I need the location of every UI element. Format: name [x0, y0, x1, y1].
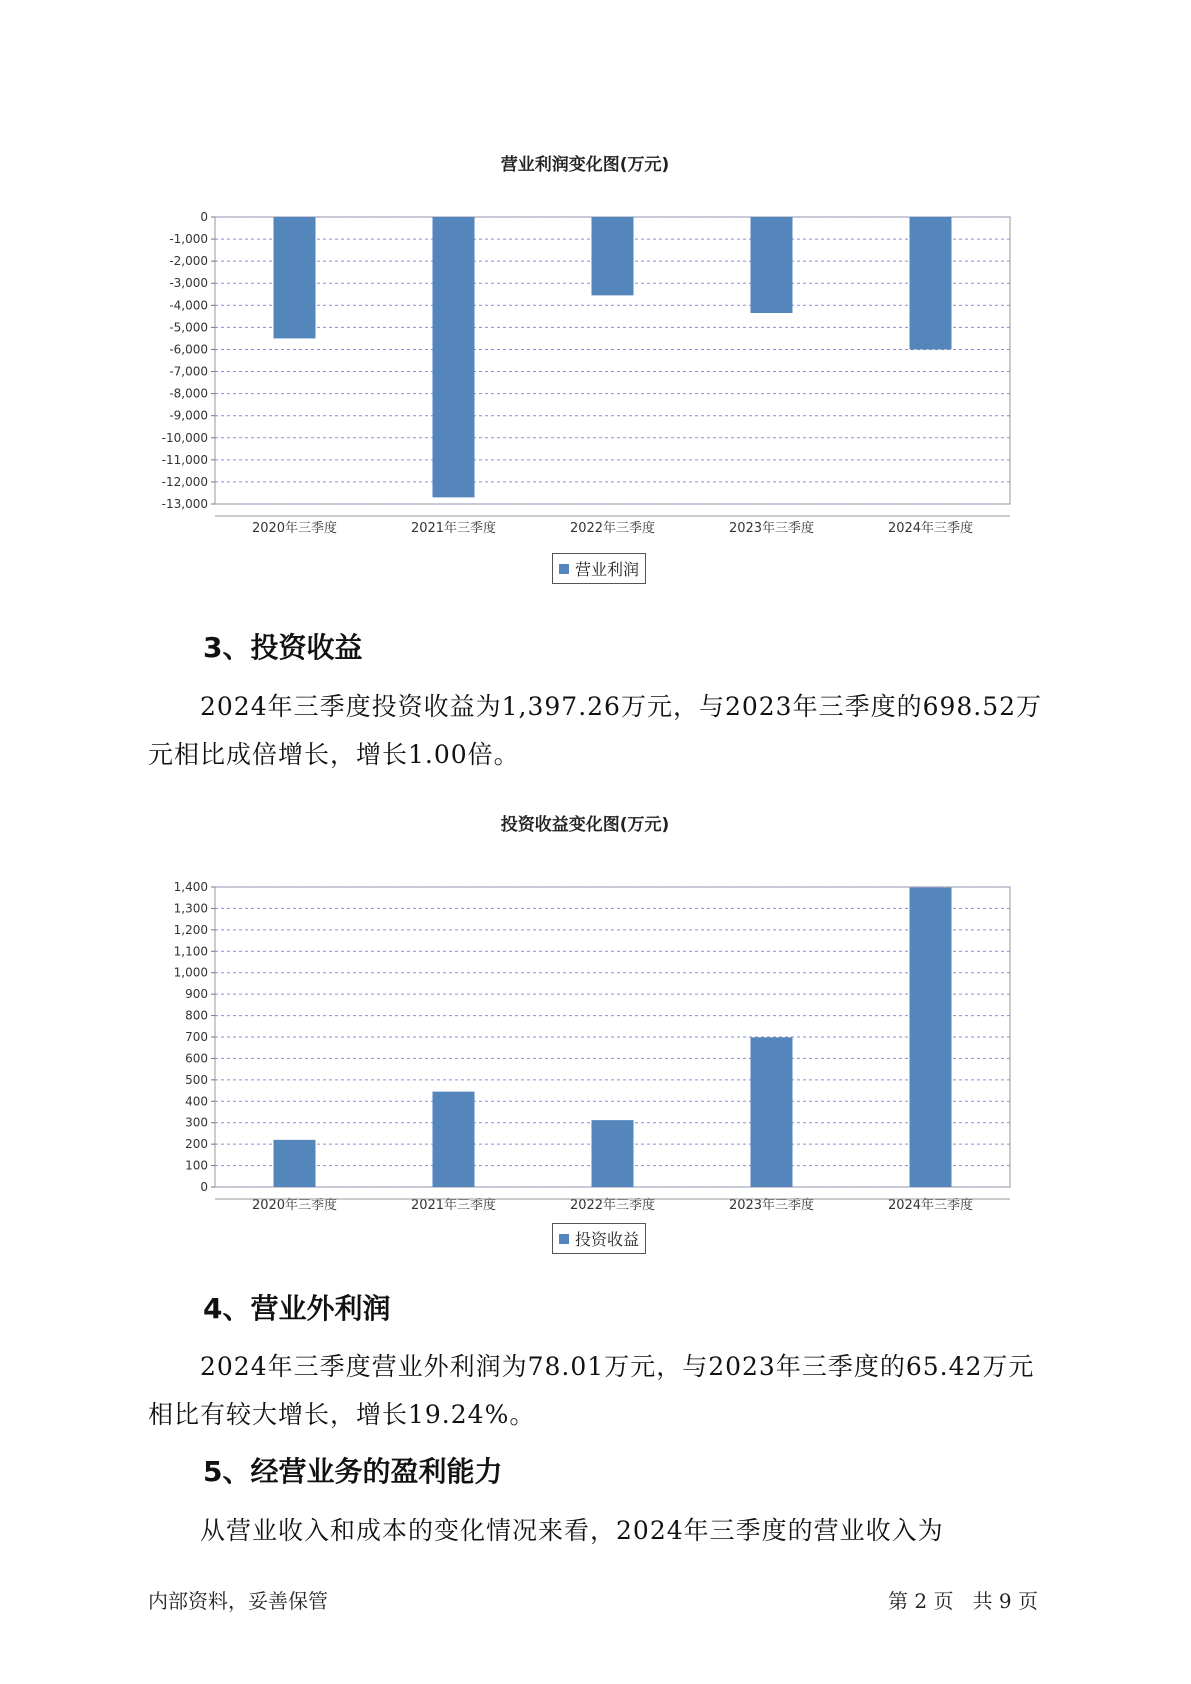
paragraph-line: 2024年三季度投资收益为1,397.26万元，与2023年三季度的698.52万 — [200, 692, 1043, 721]
investment-income-chart — [150, 800, 1020, 1260]
bar — [592, 1120, 634, 1187]
paragraph-line: 从营业收入和成本的变化情况来看，2024年三季度的营业收入为 — [200, 1516, 944, 1545]
section-5-heading: 5、经营业务的盈利能力 — [203, 1455, 503, 1488]
y-tick-label: -3,000 — [169, 276, 208, 291]
section-4-heading: 4、营业外利润 — [203, 1292, 391, 1325]
x-tick-label: 2022年三季度 — [569, 521, 656, 536]
x-tick-label: 2024年三季度 — [887, 521, 974, 536]
y-tick-label: -11,000 — [161, 452, 208, 467]
section-3-heading: 3、投资收益 — [203, 631, 363, 664]
section-3-paragraph — [148, 683, 1048, 779]
chart-legend — [552, 553, 646, 584]
y-tick-label: 500 — [185, 1072, 208, 1087]
y-tick-label: 1,100 — [173, 944, 208, 959]
y-tick-label: -4,000 — [169, 298, 208, 313]
bar — [910, 888, 952, 1187]
bar — [751, 1037, 793, 1187]
bar — [433, 1092, 475, 1187]
paragraph-line: 元相比成倍增长，增长1.00倍。 — [148, 740, 520, 769]
bar — [592, 217, 634, 295]
chart-plot — [150, 180, 1020, 560]
y-tick-label: 1,200 — [173, 922, 208, 937]
x-tick-label: 2023年三季度 — [728, 521, 815, 536]
footer-left: 内部资料，妥善保管 — [148, 1589, 328, 1613]
y-tick-label: 700 — [185, 1030, 208, 1044]
x-tick-label: 2021年三季度 — [410, 521, 497, 536]
section-4-paragraph — [148, 1343, 1048, 1439]
y-tick-label: -13,000 — [161, 497, 208, 511]
x-tick-label: 2022年三季度 — [569, 1198, 656, 1213]
operating-profit-chart — [150, 140, 1020, 590]
bar — [751, 217, 793, 313]
y-tick-label: 200 — [185, 1137, 208, 1152]
y-tick-label: -9,000 — [169, 408, 208, 423]
y-tick-label: -5,000 — [169, 320, 208, 335]
footer-page-number: 第 2 页 共 9 页 — [888, 1589, 1038, 1613]
y-tick-label: 1,000 — [173, 965, 208, 980]
section-5-paragraph — [148, 1507, 1048, 1555]
y-tick-label: 900 — [185, 987, 208, 1002]
y-tick-label: -8,000 — [169, 386, 208, 401]
legend-label: 营业利润 — [575, 560, 640, 579]
chart-plot — [150, 840, 1020, 1225]
y-tick-label: 400 — [185, 1094, 208, 1109]
legend-label: 投资收益 — [575, 1230, 640, 1249]
y-tick-label: -6,000 — [169, 342, 208, 357]
x-tick-label: 2023年三季度 — [728, 1198, 815, 1213]
legend-swatch — [559, 1234, 569, 1244]
y-tick-label: 100 — [185, 1158, 208, 1173]
legend-swatch — [559, 564, 569, 574]
y-tick-label: 1,400 — [173, 880, 208, 894]
paragraph-line: 2024年三季度营业外利润为78.01万元，与2023年三季度的65.42万元 — [200, 1352, 1035, 1381]
y-tick-label: 600 — [185, 1051, 208, 1066]
bar — [274, 217, 316, 338]
bar — [910, 217, 952, 349]
y-tick-label: -1,000 — [169, 232, 208, 247]
bar — [433, 217, 475, 497]
y-tick-label: -12,000 — [161, 474, 208, 489]
bar — [274, 1140, 316, 1187]
x-tick-label: 2024年三季度 — [887, 1198, 974, 1213]
y-tick-label: 1,300 — [173, 901, 208, 916]
chart-title: 营业利润变化图(万元) — [500, 155, 670, 175]
y-tick-label: 0 — [200, 210, 208, 224]
chart-legend — [552, 1223, 646, 1254]
y-tick-label: 0 — [200, 1180, 208, 1194]
x-tick-label: 2021年三季度 — [410, 1198, 497, 1213]
y-tick-label: -7,000 — [169, 364, 208, 379]
chart-title: 投资收益变化图(万元) — [500, 815, 670, 835]
y-tick-label: 300 — [185, 1115, 208, 1130]
paragraph-line: 相比有较大增长，增长19.24%。 — [148, 1400, 536, 1429]
x-tick-label: 2020年三季度 — [251, 1198, 338, 1213]
y-tick-label: -2,000 — [169, 254, 208, 269]
y-tick-label: 800 — [185, 1008, 208, 1023]
y-tick-label: -10,000 — [161, 430, 208, 445]
x-tick-label: 2020年三季度 — [251, 521, 338, 536]
